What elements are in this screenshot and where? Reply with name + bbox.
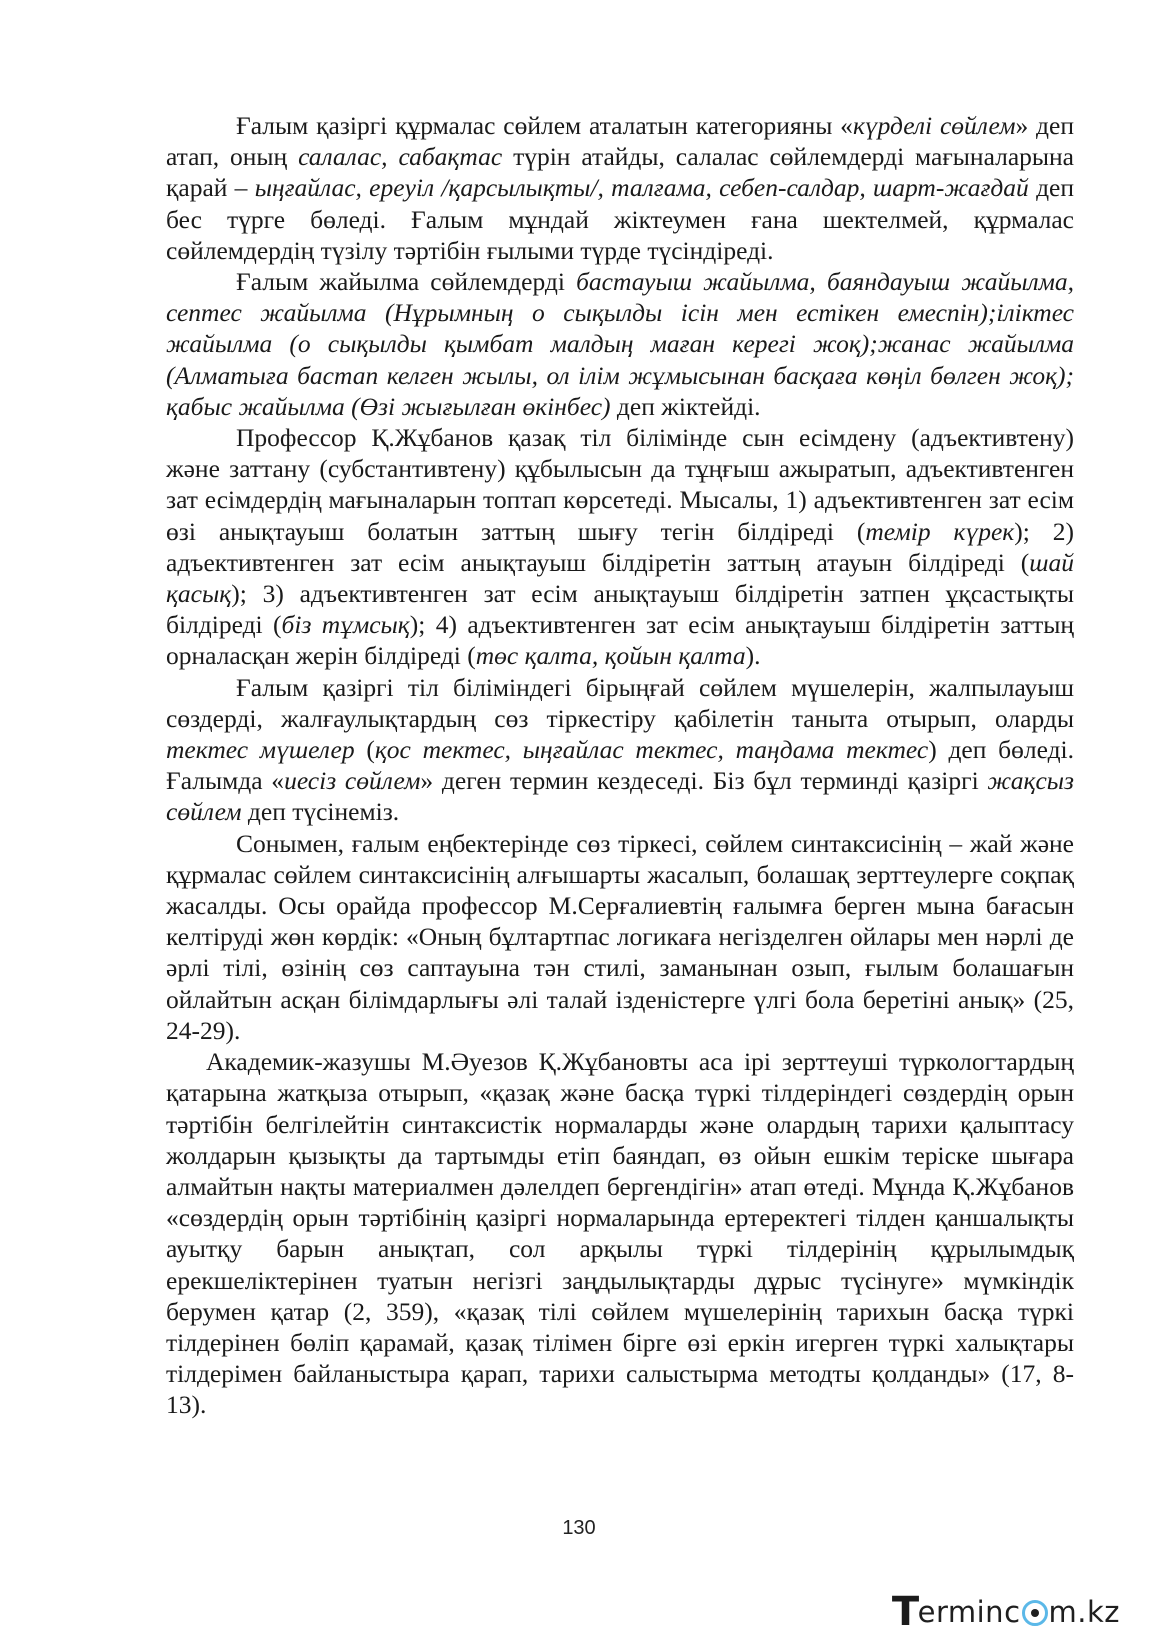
text-run: ); 4) адъективтенген зат есім анықтауыш білдіретін заттың орналасқан жерін білдіреді ( xyxy=(166,610,1074,671)
paragraph xyxy=(166,672,1074,828)
paragraph xyxy=(166,828,1074,1046)
italic-term: бастауыш жайылма, баяндауыш жайылма, септес жайылма (Нұрымның о сықылды ісін мен естікен емеспін);іліктес жайылма (о сықылды қымбат малдың маған керегі жоқ);жанас жайылма (Алматыға бастап келген жылы, ол ілім жұмысынан басқаға көңіл бөлген жоқ); қабыс жайылма (Өзі жығылған өкінбес) xyxy=(166,267,1074,421)
text-run: ); 2) адъективтенген зат есім анықтауыш білдіретін заттың атауын білдіреді ( xyxy=(166,516,1074,577)
italic-term: күрделі сөйлем xyxy=(852,111,1016,140)
text-run: » деген термин кездеседі. Біз бұл терминді қазіргі xyxy=(420,766,988,796)
italic-term: төс қалта, қойын қалта xyxy=(475,641,746,671)
paragraph xyxy=(166,110,1074,266)
text-run: » деп атап, оның xyxy=(166,111,1074,172)
text-run: түрін атайды, салалас сөйлемдерді мағыналарына қарай – xyxy=(166,142,1075,203)
logo-text-end: m.kz xyxy=(1048,1594,1120,1629)
page-number: 130 xyxy=(562,1517,596,1539)
italic-term: жақсыз сөйлем xyxy=(166,766,1074,827)
body-text xyxy=(166,110,1074,1421)
italic-term: шай қасық xyxy=(166,547,1074,609)
text-run: деп бес түрге бөледі. Ғалым мұндай жіктеумен ғана шектелмей, құрмалас сөйлемдердің түзілу тәртібін ғылыми түрде түсіндіреді. xyxy=(166,173,1075,265)
text-run: ). xyxy=(745,641,761,671)
text-run: Ғалым қазіргі құрмалас сөйлем аталатын категорияны « xyxy=(236,111,853,140)
paragraph xyxy=(166,422,1074,672)
text-run: деп түсінеміз. xyxy=(241,797,400,827)
text-run: ) деп бөледі. Ғалымда « xyxy=(166,735,1075,796)
text-run: деп жіктейді. xyxy=(610,391,761,421)
logo-letter-t: T xyxy=(891,1589,920,1635)
logo-text-start: erminc xyxy=(917,1594,1021,1629)
logo-target-icon xyxy=(1022,1600,1048,1626)
paragraph xyxy=(166,1046,1074,1420)
text-run: Профессор Қ.Жұбанов қазақ тіл білімінде сын есімдену (адъективтену) және заттану (субстантивтену) құбылысын да тұңғыш ажыратып, адъективтенген зат есімдердің мағыналарын топтап көрсетеді. Мысалы, 1) адъективтенген зат есім өзі анықтауыш болатын заттың шығу тегін білдіреді ( xyxy=(166,423,1074,546)
italic-term: иесіз сөйлем xyxy=(284,766,421,796)
italic-term: қос тектес, ыңғайлас тектес, таңдама тектес xyxy=(374,735,929,765)
termincom-logo xyxy=(891,1589,1120,1635)
text-run: ); 3) адъективтенген зат есім анықтауыш білдіретін затпен ұқсастықты білдіреді ( xyxy=(166,579,1074,640)
text-run: Сонымен, ғалым еңбектерінде сөз тіркесі, сөйлем синтаксисінің – жай және құрмалас сөйлем синтаксисінің алғышарты жасалып, болашақ зерттеулерге соқпақ жасалды. Осы орайда профессор М.Серғалиевтің ғалымға берген мына бағасын келтіруді жөн көрдік: «Оның бұлтартпас логикаға негізделген ойлары мен нәрлі де әрлі тілі, өзінің сөз саптауына тән стилі, заманынан озып, ғылым болашағын ойлайтын асқан білімдарлығы әлі талай ізденістерге үлгі бола беретіні анық» (25, 24-29). xyxy=(166,828,1074,1045)
text-run: Ғалым қазіргі тіл біліміндегі бірыңғай сөйлем мүшелерін, жалпылауыш сөздерді, жалғаулықтардың сөз тіркестіру қабілетін таныта отырып, оларды xyxy=(166,672,1074,733)
italic-term: біз тұмсық xyxy=(281,610,410,640)
italic-term: ыңғайлас, ереуіл /қарсылықты/, талғама, себеп-салдар, шарт-жағдай xyxy=(254,173,1029,203)
paragraph xyxy=(166,266,1074,422)
italic-term: салалас, сабақтас xyxy=(298,142,503,172)
text-run: ( xyxy=(354,735,375,765)
text-run: Академик-жазушы М.Әуезов Қ.Жұбановты аса ірі зерттеуші түркологтардың қатарына жатқыза отырып, «қазақ және басқа түркі тілдеріндегі сөздердің орын тәртібін белгілейтін синтаксистік нормаларды және олардың тарихи қалыптасу жолдарын қызықты да тартымды етіп баяндап, өз ойын ешкім теріске шығара алмайтын нақты материалмен дәлелдеп бергендігін» атап өтеді. Мұнда Қ.Жұбанов «сөздердің орын тәртібінің қазіргі нормаларында ертеректегі тілден қаншалықты ауытқу барын анықтап, сол арқылы түркі тілдерінің құрылымдық ерекшеліктерінен туатын негізгі заңдылықтарды дұрыс түсінуге» мүмкіндік берумен қатар (2, 359), «қазақ тілі сөйлем мүшелерінің тарихын басқа түркі тілдерінен бөліп қарамай, қазақ тілімен бірге өзі еркін игерген түркі халықтары тілдерімен байланыстыра қарап, тарихи салыстырма методты қолданды» (17, 8-13). xyxy=(166,1047,1074,1420)
text-run: Ғалым жайылма сөйлемдерді xyxy=(236,267,577,297)
italic-term: тектес мүшелер xyxy=(166,735,355,765)
italic-term: темір күрек xyxy=(865,516,1015,546)
